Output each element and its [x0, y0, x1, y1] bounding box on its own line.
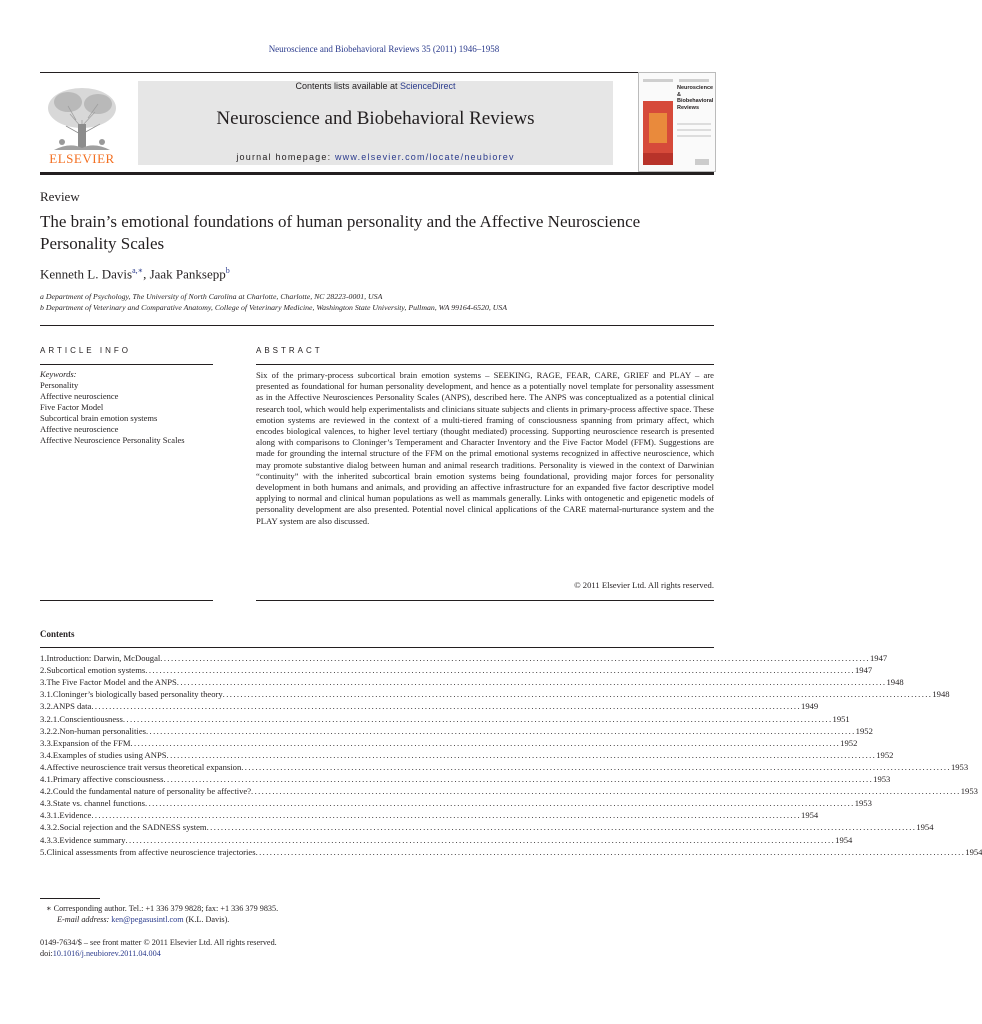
toc-leader-dots: ........................................................................................................................................................................................................	[145, 725, 856, 736]
abstract-text: Six of the primary-process subcortical brain emotion systems – SEEKING, RAGE, FEAR, CARE, GRIEF and PLAY – are presented as foundational for human personality development, and hence as a potentially novel template for personality assessment as in the Affective Neurosciences Personality Scales (ANPS), described here. The ANPS was conceptualized as a potential clinical research tool, which would help experimentalists and clinicians situate subjects and clients in primary-process affective space. These emotion systems are reviewed in the context of a multi-tiered framing of consciousness spanning from primary affect, which encodes biological valences, to higher level tertiary (thought mediated) processing. Supporting neuroscience research is presented along with comparisons to Cloninger’s Temperament and Character Inventory and the Five Factor Model (FFM). Suggestions are made for grounding the internal structure of the FFM on the primal emotional systems recognized in affective neuroscience, which may promote substantive dialog between human and animal research traditions. Personality is viewed in the context of Darwinian “continuity” with the inherited subcortical brain emotion systems being foundational, providing major forces for personality development in both humans and animals, and providing an affective infrastructure for an expanded five factor descriptive model applying to normal and clinical human populations as well as mammals generally. Links with ontogenetic and epigenetic models of personality development are also presented. Potential novel clinical applications of the CARE maternal-nurturance system and the PLAY system are also discussed.	[256, 370, 714, 526]
toc-entry[interactable]	[40, 652, 888, 664]
masthead-bottom-rule	[40, 172, 714, 175]
article-type: Review	[40, 189, 80, 204]
keyword-item: Subcortical brain emotion systems	[40, 413, 158, 423]
doi-line	[40, 948, 161, 959]
author-affiliation-marker[interactable]: a,∗	[132, 266, 144, 275]
journal-cover-thumbnail[interactable]	[638, 72, 716, 172]
contents-available-line	[138, 81, 613, 91]
toc-entry[interactable]	[40, 834, 853, 846]
toc-entry[interactable]	[40, 761, 969, 773]
header-rule	[40, 325, 714, 326]
affiliation-b: b Department of Veterinary and Comparative Anatomy, College of Veterinary Medicine, Washington State University, Pullman, WA 99164-6520, USA	[40, 303, 508, 312]
toc-number: 5.	[40, 846, 47, 857]
toc-leader-dots: ........................................................................................................................................................................................................	[176, 677, 887, 688]
keyword-item: Personality	[40, 380, 79, 390]
toc-page-number[interactable]: 1951	[832, 713, 850, 724]
toc-label-wrap	[59, 821, 916, 833]
article-info-rule	[40, 364, 213, 365]
toc-label[interactable]: Non-human personalities	[59, 725, 146, 736]
toc-number: 3.2.	[40, 701, 53, 712]
keyword-item: Affective Neuroscience Personality Scales	[40, 435, 185, 445]
homepage-url-link[interactable]: www.elsevier.com/locate/neubiorev	[334, 152, 515, 162]
toc-label[interactable]: Evidence summary	[59, 834, 126, 845]
toc-number: 4.3.1.	[40, 810, 60, 821]
toc-entry[interactable]	[40, 846, 982, 858]
journal-title: Neuroscience and Biobehavioral Reviews	[216, 108, 535, 129]
keyword-item: Five Factor Model	[40, 402, 104, 412]
author-name[interactable]: Kenneth L. Davis	[40, 266, 133, 282]
toc-page-number[interactable]: 1953	[873, 774, 891, 784]
toc-number: 1.	[40, 653, 47, 663]
toc-number: 4.3.	[40, 798, 53, 809]
toc-number: 3.	[40, 677, 47, 688]
toc-label-wrap	[46, 846, 965, 858]
toc-page-number[interactable]: 1952	[855, 725, 873, 736]
toc-label-wrap	[53, 688, 932, 700]
abstract-copyright: © 2011 Elsevier Ltd. All rights reserved.	[574, 580, 714, 590]
toc-label-wrap	[46, 652, 870, 664]
toc-leader-dots: ........................................................................................................................................................................................................	[125, 834, 836, 845]
affiliation-a: a Department of Psychology, The University of North Carolina at Charlotte, Charlotte, NC 28223-0001, USA	[40, 292, 383, 301]
toc-entry[interactable]	[40, 797, 872, 809]
toc-label[interactable]: Conscientiousness	[59, 713, 123, 724]
article-title: The brain’s emotional foundations of human personality and the Affective Neuroscience Personality Scales	[40, 212, 641, 253]
toc-label[interactable]: Expansion of the FFM	[52, 737, 131, 748]
toc-label-wrap	[46, 761, 950, 773]
toc-leader-dots: ........................................................................................................................................................................................................	[130, 737, 841, 748]
author-affiliation-marker[interactable]: b	[225, 266, 230, 275]
toc-label[interactable]: Could the fundamental nature of personality be affective?	[52, 786, 252, 797]
toc-label[interactable]: Examples of studies using ANPS	[52, 749, 167, 760]
toc-entry[interactable]	[40, 713, 850, 725]
toc-leader-dots: ........................................................................................................................................................................................................	[251, 786, 961, 797]
toc-number: 4.1.	[40, 774, 53, 784]
contents-available-text: Contents lists available at	[295, 81, 401, 91]
toc-label[interactable]: Introduction: Darwin, McDougal	[46, 653, 161, 663]
abstract-rule	[256, 364, 714, 365]
contents-rule	[40, 647, 714, 648]
masthead-top-rule	[40, 72, 714, 73]
keyword-item: Affective neuroscience	[40, 424, 119, 434]
toc-number: 2.	[40, 665, 47, 676]
abstract-bottom-rule	[256, 600, 714, 601]
author-list: Kenneth L. Davis$^{a,∗}$, Jaak Panksepp$^b$	[40, 266, 230, 282]
toc-leader-dots: ........................................................................................................................................................................................................	[122, 713, 833, 724]
issn-line: 0149-7634/$ – see front matter © 2011 Elsevier Ltd. All rights reserved.	[40, 938, 277, 947]
toc-label-wrap	[46, 664, 855, 676]
keywords-label: Keywords:	[40, 369, 77, 379]
toc-entry[interactable]	[40, 785, 978, 797]
toc-leader-dots: ........................................................................................................................................................................................................	[145, 798, 855, 809]
toc-label-wrap	[59, 834, 835, 846]
doi-link[interactable]: 10.1016/j.neubiorev.2011.04.004	[52, 949, 161, 958]
cover-title: Neuroscience & Biobehavioral Reviews	[677, 85, 714, 111]
keyword-item: Affective neuroscience	[40, 391, 119, 401]
toc-label-wrap	[59, 725, 855, 737]
toc-label-wrap	[53, 737, 840, 749]
toc-label[interactable]: Social rejection and the SADNESS system	[59, 822, 207, 833]
toc-label[interactable]: Affective neuroscience trait versus theoretical expansion	[46, 761, 242, 772]
journal-homepage-line	[138, 152, 613, 162]
abstract-heading: ABSTRACT	[256, 346, 323, 355]
toc-page-number[interactable]: 1947	[854, 665, 873, 676]
sciencedirect-link[interactable]: ScienceDirect	[400, 81, 456, 91]
toc-leader-dots: ........................................................................................................................................................................................................	[241, 761, 951, 772]
toc-entry[interactable]	[40, 821, 934, 833]
toc-page-number[interactable]: 1954	[801, 810, 819, 821]
corresponding-author-note: ∗ Corresponding author. Tel.: +1 336 379 9828; fax: +1 336 379 9835.	[46, 904, 279, 913]
toc-entry[interactable]	[40, 700, 819, 712]
toc-number: 3.2.2.	[40, 725, 60, 736]
toc-page-number[interactable]: 1953	[960, 786, 978, 797]
toc-number: 4.3.2.	[40, 822, 60, 833]
toc-leader-dots: ........................................................................................................................................................................................................	[91, 701, 802, 712]
toc-page-number[interactable]: 1952	[840, 737, 858, 748]
journal-citation-link[interactable]: Neuroscience and Biobehavioral Reviews 35 (2011) 1946–1958	[268, 44, 500, 54]
toc-entry[interactable]	[40, 737, 858, 749]
toc-label-wrap	[59, 809, 801, 821]
toc-label[interactable]: Clinical assessments from affective neuroscience trajectories	[46, 846, 256, 857]
contents-heading: Contents	[40, 629, 75, 639]
toc-label[interactable]: The Five Factor Model and the ANPS	[46, 677, 177, 688]
toc-page-number[interactable]: 1948	[886, 677, 904, 688]
toc-number: 4.3.3.	[40, 834, 60, 845]
toc-leader-dots: ........................................................................................................................................................................................................	[163, 774, 874, 784]
toc-entry[interactable]	[40, 749, 894, 761]
toc-entry[interactable]	[40, 688, 950, 700]
toc-entry[interactable]	[40, 773, 891, 785]
toc-leader-dots: ........................................................................................................................................................................................................	[222, 689, 933, 700]
toc-label[interactable]: Evidence	[59, 810, 92, 821]
toc-page-number[interactable]: 1947	[869, 653, 888, 663]
toc-number: 3.1.	[40, 689, 53, 700]
toc-number: 4.	[40, 761, 47, 772]
toc-page-number[interactable]: 1954	[835, 834, 853, 845]
toc-label[interactable]: Subcortical emotion systems	[46, 665, 146, 676]
footnote-rule	[40, 898, 100, 899]
toc-label[interactable]: Cloninger’s biologically based personality theory	[52, 689, 223, 700]
toc-page-number[interactable]: 1953	[854, 798, 872, 809]
toc-entry[interactable]	[40, 664, 873, 676]
toc-number: 3.4.	[40, 749, 53, 760]
toc-page-number[interactable]: 1952	[876, 749, 894, 760]
elsevier-wordmark: ELSEVIER	[49, 151, 115, 166]
toc-leader-dots: ........................................................................................................................................................................................................	[255, 846, 966, 857]
toc-label[interactable]: Primary affective consciousness	[52, 774, 164, 784]
toc-page-number[interactable]: 1949	[801, 701, 819, 712]
toc-label-wrap	[53, 749, 876, 761]
toc-label-wrap	[53, 700, 801, 712]
toc-leader-dots: ........................................................................................................................................................................................................	[166, 749, 877, 760]
email-line	[57, 914, 229, 925]
toc-label-wrap	[46, 676, 886, 688]
toc-number: 3.3.	[40, 737, 53, 748]
toc-label-wrap	[53, 773, 873, 785]
author-name[interactable]: Jaak Panksepp	[149, 266, 226, 282]
email-link[interactable]: ken@pegasusintl.com	[111, 915, 184, 924]
toc-label-wrap	[59, 713, 832, 725]
toc-number: 4.2.	[40, 786, 53, 797]
toc-number: 3.2.1.	[40, 713, 60, 724]
doi-label: doi:	[40, 949, 53, 958]
toc-page-number[interactable]: 1953	[950, 761, 969, 772]
toc-leader-dots: ........................................................................................................................................................................................................	[160, 653, 870, 663]
homepage-label: journal homepage:	[236, 152, 335, 162]
toc-label-wrap	[53, 785, 961, 797]
article-info-heading: ARTICLE INFO	[40, 346, 131, 355]
toc-leader-dots: ........................................................................................................................................................................................................	[91, 810, 802, 821]
toc-page-number[interactable]: 1948	[932, 689, 950, 700]
toc-leader-dots: ........................................................................................................................................................................................................	[206, 822, 917, 833]
article-info-bottom-rule	[40, 600, 213, 601]
toc-label[interactable]: ANPS data	[52, 701, 92, 712]
toc-page-number[interactable]: 1954	[916, 822, 934, 833]
toc-entry[interactable]	[40, 809, 819, 821]
toc-entry[interactable]	[40, 725, 873, 737]
toc-label[interactable]: State vs. channel functions	[52, 798, 146, 809]
toc-entry[interactable]	[40, 676, 904, 688]
toc-leader-dots: ........................................................................................................................................................................................................	[145, 665, 855, 676]
email-suffix: (K.L. Davis).	[183, 915, 230, 924]
email-label: E-mail address:	[57, 915, 112, 924]
toc-page-number[interactable]: 1954	[965, 846, 982, 857]
toc-label-wrap	[53, 797, 855, 809]
